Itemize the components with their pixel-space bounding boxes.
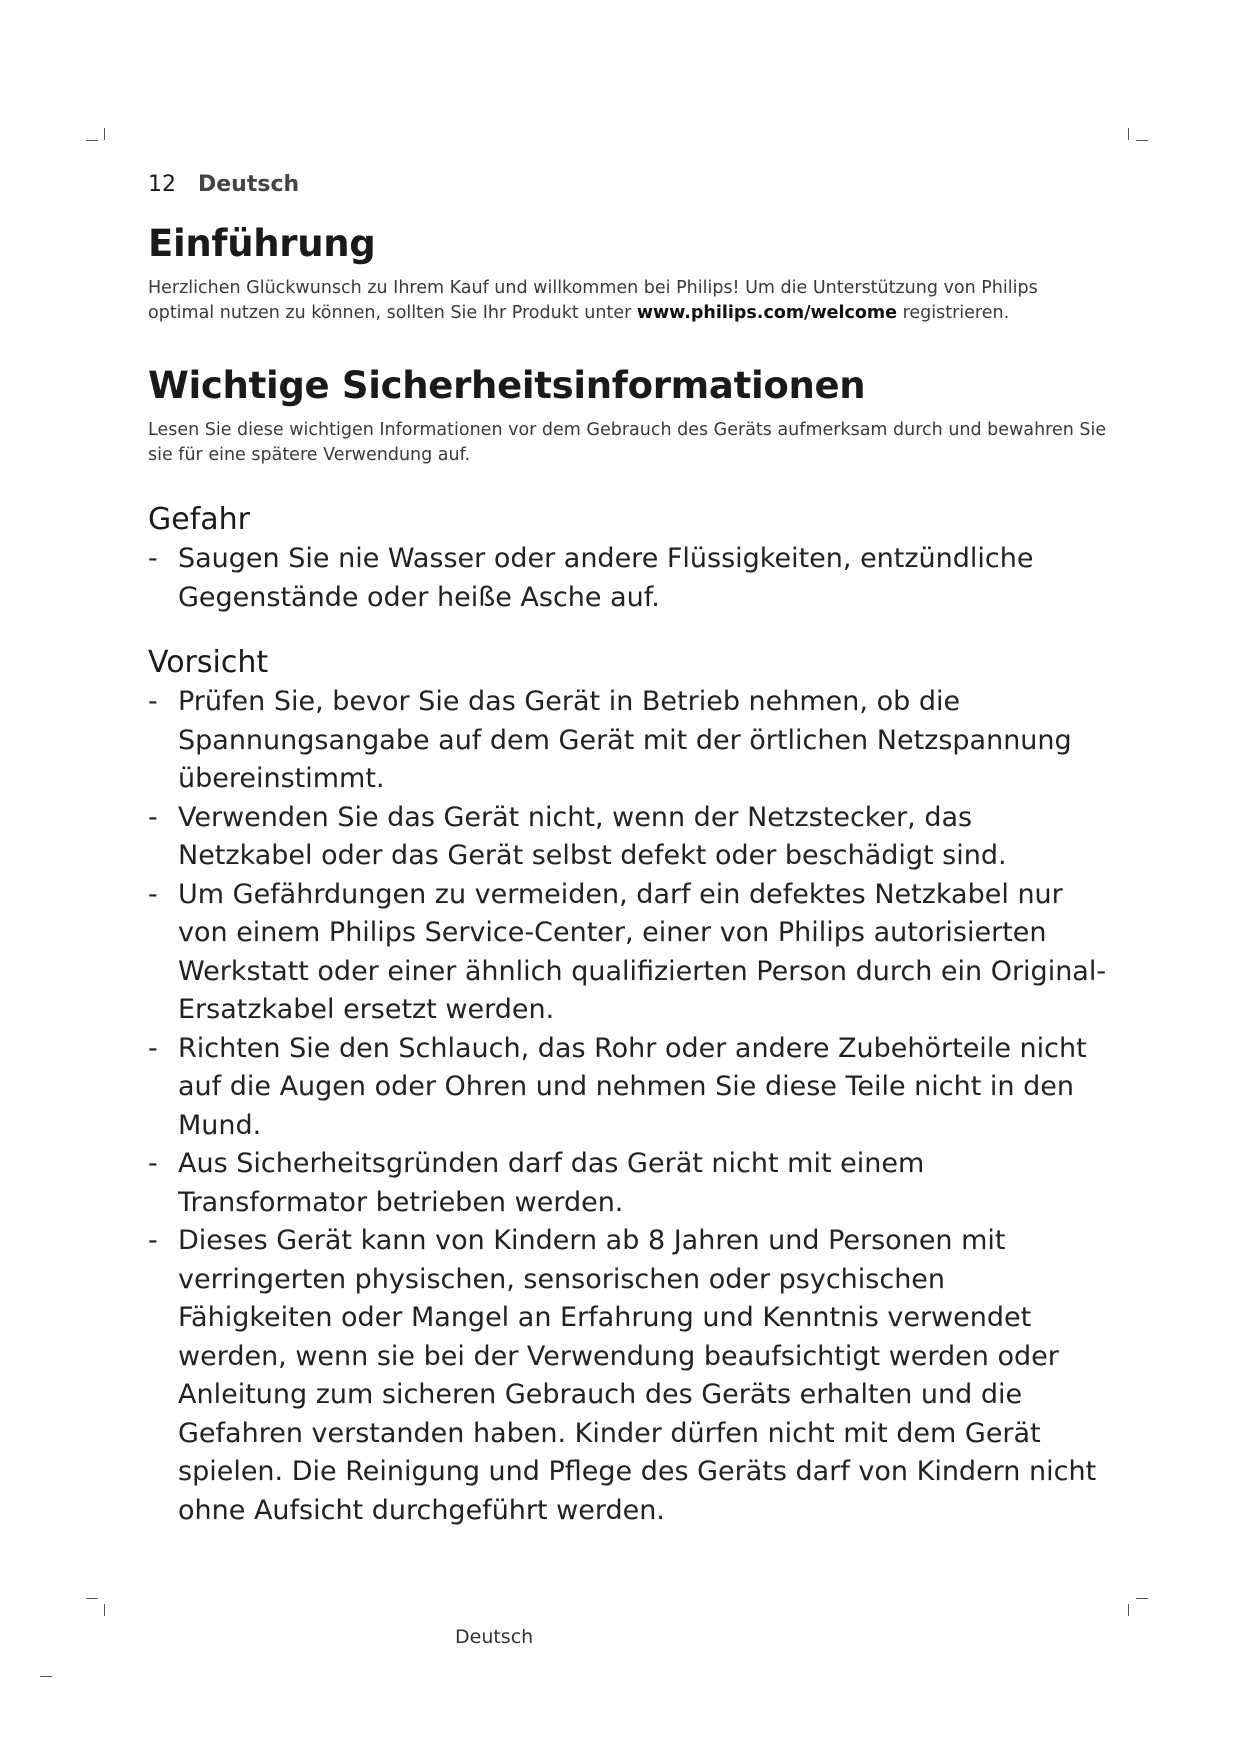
danger-list bbox=[148, 540, 1108, 617]
bullet-dash: - bbox=[148, 1225, 158, 1256]
caution-item-text: Prüfen Sie, bevor Sie das Gerät in Betrieb nehmen, ob die Spannungsangabe auf dem Gerät mit der örtlichen Netzspannung übereinstimmt. bbox=[178, 686, 1072, 794]
list-item bbox=[148, 1030, 1108, 1146]
intro-text bbox=[148, 276, 1108, 326]
list-item bbox=[148, 540, 1108, 617]
caution-item-text: Aus Sicherheitsgründen darf das Gerät nicht mit einem Transformator betrieben werden. bbox=[178, 1148, 925, 1218]
bullet-dash: - bbox=[148, 801, 158, 833]
danger-title: Gefahr bbox=[148, 502, 250, 537]
list-item bbox=[148, 799, 1108, 876]
page-footer: Deutsch bbox=[455, 1626, 534, 1648]
bullet-dash: - bbox=[148, 686, 158, 717]
page-header bbox=[148, 172, 299, 197]
list-item bbox=[148, 1222, 1108, 1530]
registration-link[interactable]: www.philips.com/welcome bbox=[636, 303, 898, 323]
bullet-dash: - bbox=[148, 543, 158, 574]
danger-item-text: Saugen Sie nie Wasser oder andere Flüssigkeiten, entzündliche Gegenstände oder heiße Asche auf. bbox=[178, 543, 1034, 613]
caution-item-text: Dieses Gerät kann von Kindern ab 8 Jahren und Personen mit verringerten physischen, sensorischen oder psychischen Fähigkeiten oder Mangel an Erfahrung und Kenntnis verwendet werden, wenn sie bei der Verwendung beaufsichtigt werden oder Anleitung zum sicheren Gebrauch des Geräts erhalten und die Gefahren verstanden haben. Kinder dürfen nicht mit dem Gerät spielen. Die Reinigung und Pflege des Geräts darf von Kindern nicht ohne Aufsicht durchgeführt werden. bbox=[178, 1225, 1097, 1526]
page-content bbox=[148, 218, 1108, 1530]
caution-item-text: Um Gefährdungen zu vermeiden, darf ein defektes Netzkabel nur von einem Philips Service-Center, einer von Philips autorisierten Werkstatt oder einer ähnlich qualifizierten Person durch ein Original-Ersatzkabel ersetzt werden. bbox=[178, 878, 1107, 1025]
page-number: 12 bbox=[148, 172, 176, 197]
intro-text-after: registrieren. bbox=[897, 303, 1010, 323]
header-language: Deutsch bbox=[198, 172, 300, 197]
intro-title: Einführung bbox=[148, 222, 376, 265]
caution-title: Vorsicht bbox=[148, 645, 269, 680]
list-item bbox=[148, 683, 1108, 799]
caution-list bbox=[148, 683, 1108, 1530]
intro-text-before: Herzlichen Glückwunsch zu Ihrem Kauf und willkommen bei Philips! Um die Unterstützung von Philips optimal nutzen zu können, sollten Sie Ihr Produkt unter bbox=[148, 278, 1038, 323]
caution-item-text: Richten Sie den Schlauch, das Rohr oder andere Zubehörteile nicht auf die Augen oder Ohren und nehmen Sie diese Teile nicht in den Mund. bbox=[178, 1032, 1087, 1141]
list-item bbox=[148, 876, 1108, 1030]
safety-title: Wichtige Sicherheitsinformationen bbox=[148, 364, 866, 407]
bullet-dash: - bbox=[148, 878, 158, 910]
bullet-dash: - bbox=[148, 1032, 158, 1064]
bullet-dash: - bbox=[148, 1148, 158, 1179]
safety-text: Lesen Sie diese wichtigen Informationen vor dem Gebrauch des Geräts aufmerksam durch und bewahren Sie sie für eine spätere Verwendung auf. bbox=[148, 420, 1107, 465]
caution-item-text: Verwenden Sie das Gerät nicht, wenn der Netzstecker, das Netzkabel oder das Gerät selbst defekt oder beschädigt sind. bbox=[178, 801, 1007, 871]
list-item bbox=[148, 1145, 1108, 1222]
